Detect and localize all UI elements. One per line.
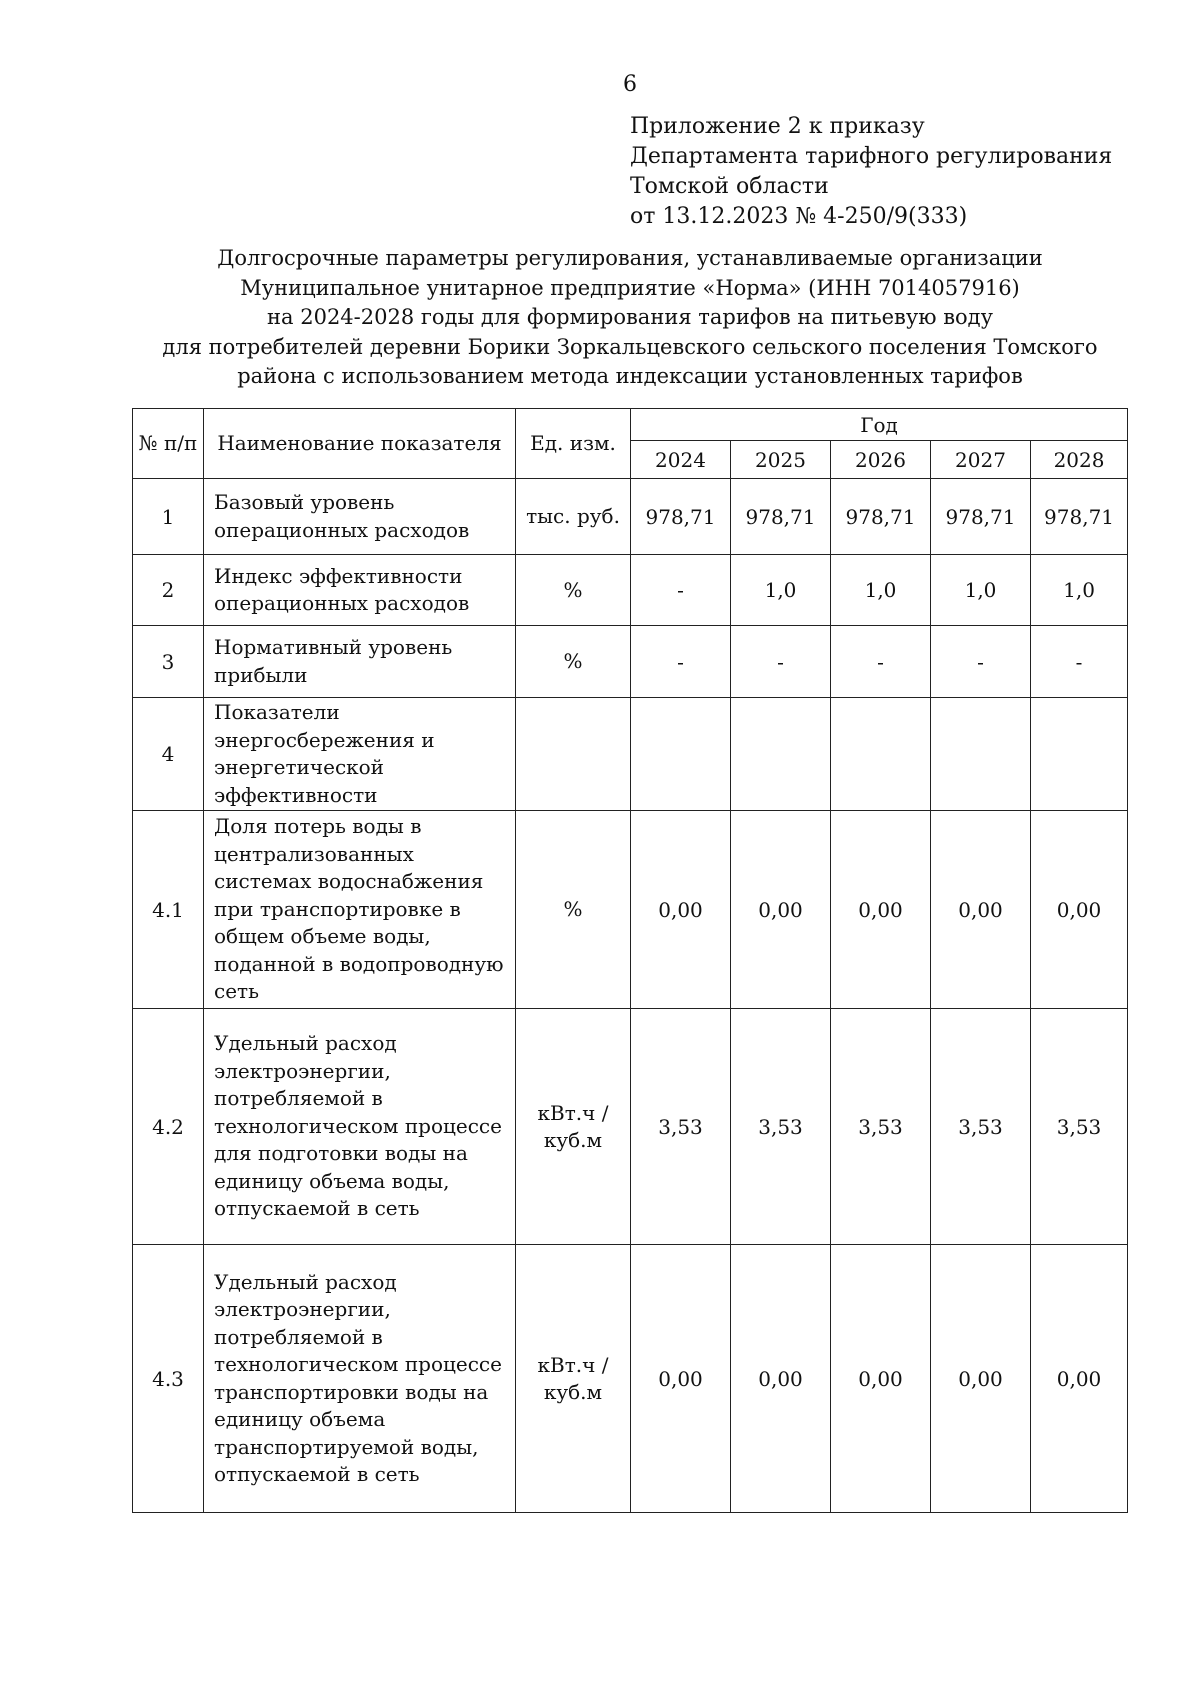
row-value: 0,00 — [631, 1245, 731, 1513]
row-num: 2 — [133, 555, 204, 626]
row-num: 4 — [133, 698, 204, 811]
row-value: 3,53 — [931, 1009, 1031, 1245]
row-value — [731, 698, 831, 811]
appendix-line: от 13.12.2023 № 4-250/9(333) — [630, 204, 968, 229]
header-year: 2028 — [1031, 441, 1128, 479]
row-unit: % — [516, 626, 631, 698]
row-value: 0,00 — [631, 811, 731, 1009]
title-line: для потребителей деревни Борики Зоркальцевского сельского поселения Томского — [162, 334, 1098, 359]
row-value: - — [831, 626, 931, 698]
row-value: 3,53 — [731, 1009, 831, 1245]
appendix-block — [630, 112, 1112, 232]
appendix-line: Приложение 2 к приказу — [630, 114, 925, 139]
row-name: Нормативный уровень прибыли — [204, 626, 516, 698]
row-value: 978,71 — [831, 479, 931, 555]
parameters-table — [132, 408, 1128, 1513]
row-name: Удельный расход электроэнергии, потребляемой в технологическом процессе транспортировки воды на единицу объема транспортируемой воды, отпускаемой в сеть — [204, 1245, 516, 1513]
row-value: 1,0 — [931, 555, 1031, 626]
appendix-line: Департамента тарифного регулирования — [630, 144, 1113, 169]
row-value: 978,71 — [731, 479, 831, 555]
row-value: 3,53 — [631, 1009, 731, 1245]
row-num: 1 — [133, 479, 204, 555]
row-value: 978,71 — [1031, 479, 1128, 555]
row-num: 4.3 — [133, 1245, 204, 1513]
row-value: 0,00 — [731, 811, 831, 1009]
table-row — [133, 811, 1128, 1009]
row-value: 0,00 — [931, 1245, 1031, 1513]
row-num: 3 — [133, 626, 204, 698]
row-value — [931, 698, 1031, 811]
title-line: на 2024-2028 годы для формирования тарифов на питьевую воду — [267, 305, 993, 329]
row-value: - — [731, 626, 831, 698]
row-num: 4.2 — [133, 1009, 204, 1245]
table-header-row — [133, 409, 1128, 441]
page-number: 6 — [623, 72, 637, 97]
row-value: 0,00 — [831, 1245, 931, 1513]
header-year: 2024 — [631, 441, 731, 479]
row-value: 3,53 — [1031, 1009, 1128, 1245]
row-value: 978,71 — [931, 479, 1031, 555]
row-name: Доля потерь воды в централизованных системах водоснабжения при транспортировке в общем объеме воды, поданной в водопроводную сеть — [204, 811, 516, 1009]
header-name: Наименование показателя — [204, 409, 516, 479]
row-value: - — [931, 626, 1031, 698]
row-value: 0,00 — [731, 1245, 831, 1513]
row-name: Показатели энергосбережения и энергетической эффективности — [204, 698, 516, 811]
row-value: 0,00 — [931, 811, 1031, 1009]
row-unit: тыс. руб. — [516, 479, 631, 555]
row-value: 0,00 — [1031, 811, 1128, 1009]
header-year: 2027 — [931, 441, 1031, 479]
document-title — [130, 244, 1130, 392]
row-unit: % — [516, 555, 631, 626]
row-value: - — [631, 555, 731, 626]
table-row — [133, 1245, 1128, 1513]
row-value: 1,0 — [1031, 555, 1128, 626]
table-row — [133, 555, 1128, 626]
header-year-group: Год — [631, 409, 1128, 441]
row-name: Индекс эффективности операционных расходов — [204, 555, 516, 626]
row-num: 4.1 — [133, 811, 204, 1009]
header-unit: Ед. изм. — [516, 409, 631, 479]
header-year: 2026 — [831, 441, 931, 479]
row-value: 0,00 — [1031, 1245, 1128, 1513]
header-year: 2025 — [731, 441, 831, 479]
title-line: района с использованием метода индексации установленных тарифов — [237, 364, 1023, 388]
table-row — [133, 1009, 1128, 1245]
row-value — [1031, 698, 1128, 811]
row-value: 1,0 — [831, 555, 931, 626]
row-unit: кВт.ч / куб.м — [516, 1009, 631, 1245]
row-unit: кВт.ч / куб.м — [516, 1245, 631, 1513]
row-value: 0,00 — [831, 811, 931, 1009]
table-row — [133, 479, 1128, 555]
table-row — [133, 698, 1128, 811]
table-row — [133, 626, 1128, 698]
title-line: Муниципальное унитарное предприятие «Норма» (ИНН 7014057916) — [240, 275, 1020, 300]
row-name: Удельный расход электроэнергии, потребляемой в технологическом процессе для подготовки воды на единицу объема воды, отпускаемой в сеть — [204, 1009, 516, 1245]
row-value: 1,0 — [731, 555, 831, 626]
appendix-line: Томской области — [630, 174, 829, 199]
row-unit: % — [516, 811, 631, 1009]
row-unit — [516, 698, 631, 811]
row-value: 3,53 — [831, 1009, 931, 1245]
header-num: № п/п — [133, 409, 204, 479]
row-value: - — [631, 626, 731, 698]
row-value: 978,71 — [631, 479, 731, 555]
title-line: Долгосрочные параметры регулирования, устанавливаемые организации — [217, 246, 1043, 270]
row-name: Базовый уровень операционных расходов — [204, 479, 516, 555]
row-value — [831, 698, 931, 811]
row-value — [631, 698, 731, 811]
row-value: - — [1031, 626, 1128, 698]
